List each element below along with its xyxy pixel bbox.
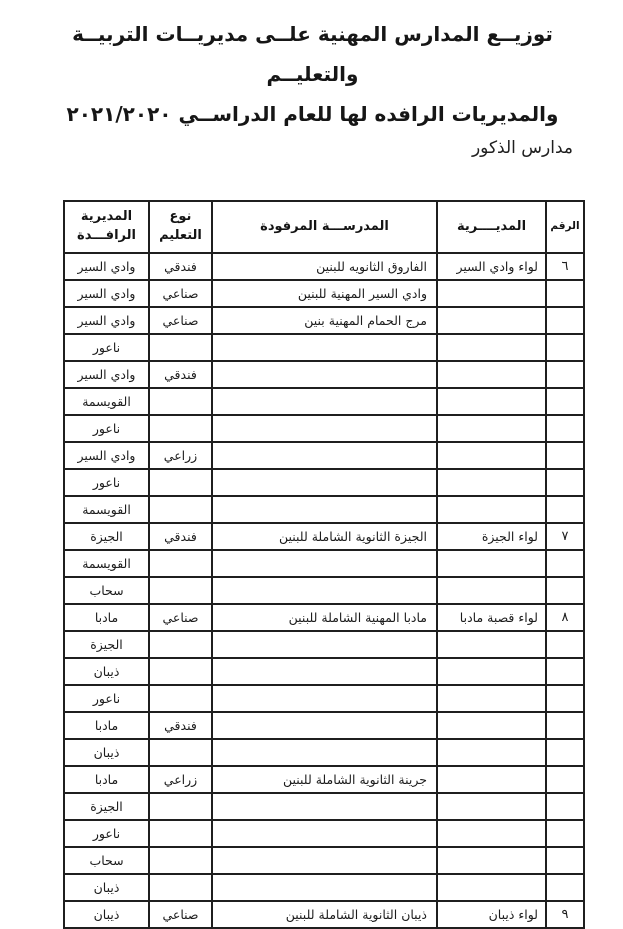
table-row — [64, 388, 584, 415]
document-title-line-2: والمديريات الرافده لها للعام الدراســي ٢٠٢١/٢٠٢٠ — [66, 102, 559, 126]
cell-feeder-directorate: وادي السير — [64, 307, 149, 334]
cell-supported-school: ذيبان الثانوية الشاملة للبنين — [212, 901, 437, 928]
cell-directorate — [437, 685, 546, 712]
cell-education-type: صناعي — [149, 901, 212, 928]
cell-supported-school — [212, 496, 437, 523]
cell-supported-school — [212, 631, 437, 658]
cell-number: ٦ — [546, 253, 584, 280]
cell-directorate: لواء وادي السير — [437, 253, 546, 280]
cell-feeder-directorate: الجيزة — [64, 631, 149, 658]
cell-education-type: فندقي — [149, 361, 212, 388]
cell-supported-school — [212, 658, 437, 685]
cell-feeder-directorate: ناعور — [64, 415, 149, 442]
schools-distribution-table — [63, 200, 585, 929]
table-row — [64, 658, 584, 685]
cell-supported-school — [212, 361, 437, 388]
cell-education-type: صناعي — [149, 280, 212, 307]
cell-number — [546, 388, 584, 415]
cell-supported-school — [212, 820, 437, 847]
cell-number — [546, 577, 584, 604]
cell-number — [546, 361, 584, 388]
cell-number: ٧ — [546, 523, 584, 550]
cell-supported-school — [212, 577, 437, 604]
cell-education-type — [149, 469, 212, 496]
cell-education-type — [149, 550, 212, 577]
table-header-row — [64, 201, 584, 253]
cell-directorate — [437, 658, 546, 685]
table-row — [64, 523, 584, 550]
cell-feeder-directorate: الجيزة — [64, 523, 149, 550]
table-row — [64, 577, 584, 604]
table-row — [64, 847, 584, 874]
cell-number — [546, 658, 584, 685]
cell-feeder-directorate: مادبا — [64, 766, 149, 793]
cell-feeder-directorate: سحاب — [64, 847, 149, 874]
cell-feeder-directorate: الجيزة — [64, 793, 149, 820]
cell-education-type: صناعي — [149, 604, 212, 631]
cell-feeder-directorate: ناعور — [64, 469, 149, 496]
cell-directorate — [437, 334, 546, 361]
cell-number: ٩ — [546, 901, 584, 928]
cell-feeder-directorate: ناعور — [64, 685, 149, 712]
cell-directorate — [437, 793, 546, 820]
cell-number — [546, 712, 584, 739]
cell-number — [546, 793, 584, 820]
document-title-line-1: توزيــع المدارس المهنية علــى مديريــات التربيــة والتعليــم — [72, 22, 553, 86]
cell-directorate — [437, 847, 546, 874]
table-row — [64, 793, 584, 820]
table-row — [64, 550, 584, 577]
cell-feeder-directorate: القويسمة — [64, 388, 149, 415]
cell-number — [546, 820, 584, 847]
section-heading-boys-schools: مدارس الذكور — [471, 138, 573, 158]
cell-education-type: زراعي — [149, 766, 212, 793]
cell-education-type — [149, 793, 212, 820]
cell-feeder-directorate: مادبا — [64, 604, 149, 631]
cell-education-type: فندقي — [149, 523, 212, 550]
table-row — [64, 631, 584, 658]
cell-education-type — [149, 388, 212, 415]
cell-education-type: فندقي — [149, 253, 212, 280]
table-row — [64, 820, 584, 847]
cell-supported-school — [212, 415, 437, 442]
cell-feeder-directorate: ذيبان — [64, 739, 149, 766]
cell-education-type — [149, 820, 212, 847]
cell-number — [546, 280, 584, 307]
table-row — [64, 685, 584, 712]
table-row — [64, 442, 584, 469]
cell-number — [546, 334, 584, 361]
table-row — [64, 712, 584, 739]
cell-number — [546, 469, 584, 496]
cell-feeder-directorate: القويسمة — [64, 550, 149, 577]
cell-education-type — [149, 847, 212, 874]
cell-feeder-directorate: وادي السير — [64, 361, 149, 388]
cell-supported-school — [212, 334, 437, 361]
table-row — [64, 604, 584, 631]
cell-directorate — [437, 631, 546, 658]
cell-education-type — [149, 874, 212, 901]
cell-number — [546, 307, 584, 334]
cell-number — [546, 415, 584, 442]
cell-supported-school — [212, 847, 437, 874]
cell-supported-school — [212, 739, 437, 766]
table-row — [64, 307, 584, 334]
cell-feeder-directorate: ناعور — [64, 334, 149, 361]
cell-directorate — [437, 361, 546, 388]
cell-education-type — [149, 334, 212, 361]
cell-education-type — [149, 685, 212, 712]
cell-number: ٨ — [546, 604, 584, 631]
cell-number — [546, 631, 584, 658]
cell-feeder-directorate: ذيبان — [64, 901, 149, 928]
cell-directorate: لواء ذيبان — [437, 901, 546, 928]
table-row — [64, 361, 584, 388]
cell-supported-school: الجيزة الثانوية الشاملة للبنين — [212, 523, 437, 550]
cell-directorate — [437, 739, 546, 766]
cell-supported-school: الفاروق الثانويه للبنين — [212, 253, 437, 280]
cell-directorate: لواء الجيزة — [437, 523, 546, 550]
cell-directorate — [437, 766, 546, 793]
cell-feeder-directorate: ذيبان — [64, 658, 149, 685]
table-row — [64, 253, 584, 280]
cell-directorate: لواء قصبة مادبا — [437, 604, 546, 631]
cell-education-type — [149, 658, 212, 685]
cell-directorate — [437, 388, 546, 415]
header-supported-school: المدرســـة المرفودة — [212, 201, 437, 253]
header-education-type: نوع التعليم — [149, 201, 212, 253]
cell-number — [546, 847, 584, 874]
table-row — [64, 739, 584, 766]
cell-education-type — [149, 739, 212, 766]
cell-supported-school — [212, 793, 437, 820]
cell-number — [546, 739, 584, 766]
table-row — [64, 901, 584, 928]
table-row — [64, 415, 584, 442]
cell-directorate — [437, 820, 546, 847]
table-row — [64, 469, 584, 496]
table-row — [64, 496, 584, 523]
table-row — [64, 766, 584, 793]
cell-supported-school — [212, 712, 437, 739]
cell-directorate — [437, 577, 546, 604]
table-row — [64, 280, 584, 307]
cell-supported-school — [212, 874, 437, 901]
document-title — [50, 14, 575, 134]
cell-number — [546, 766, 584, 793]
cell-directorate — [437, 280, 546, 307]
cell-feeder-directorate: سحاب — [64, 577, 149, 604]
cell-directorate — [437, 415, 546, 442]
cell-supported-school: مادبا المهنية الشاملة للبنين — [212, 604, 437, 631]
header-feeder-directorate: المديرية الرافـــدة — [64, 201, 149, 253]
cell-number — [546, 874, 584, 901]
table-row — [64, 874, 584, 901]
cell-directorate — [437, 496, 546, 523]
cell-supported-school — [212, 469, 437, 496]
cell-feeder-directorate: وادي السير — [64, 253, 149, 280]
cell-feeder-directorate: ذيبان — [64, 874, 149, 901]
cell-education-type — [149, 496, 212, 523]
cell-number — [546, 496, 584, 523]
cell-education-type: فندقي — [149, 712, 212, 739]
cell-feeder-directorate: وادي السير — [64, 280, 149, 307]
cell-directorate — [437, 712, 546, 739]
cell-number — [546, 442, 584, 469]
cell-feeder-directorate: وادي السير — [64, 442, 149, 469]
cell-feeder-directorate: مادبا — [64, 712, 149, 739]
cell-supported-school: مرج الحمام المهنية بنين — [212, 307, 437, 334]
cell-education-type — [149, 577, 212, 604]
cell-education-type — [149, 415, 212, 442]
cell-supported-school — [212, 442, 437, 469]
cell-education-type: صناعي — [149, 307, 212, 334]
cell-supported-school — [212, 550, 437, 577]
cell-feeder-directorate: القويسمة — [64, 496, 149, 523]
cell-supported-school — [212, 388, 437, 415]
cell-directorate — [437, 442, 546, 469]
cell-number — [546, 550, 584, 577]
cell-number — [546, 685, 584, 712]
cell-education-type — [149, 631, 212, 658]
cell-supported-school: وادي السير المهنية للبنين — [212, 280, 437, 307]
table-row — [64, 334, 584, 361]
cell-education-type: زراعي — [149, 442, 212, 469]
cell-feeder-directorate: ناعور — [64, 820, 149, 847]
cell-directorate — [437, 307, 546, 334]
cell-directorate — [437, 874, 546, 901]
cell-directorate — [437, 469, 546, 496]
cell-supported-school — [212, 685, 437, 712]
header-directorate: المديــــرية — [437, 201, 546, 253]
cell-directorate — [437, 550, 546, 577]
cell-supported-school: جرينة الثانوية الشاملة للبنين — [212, 766, 437, 793]
header-number: الرقم — [546, 201, 584, 253]
